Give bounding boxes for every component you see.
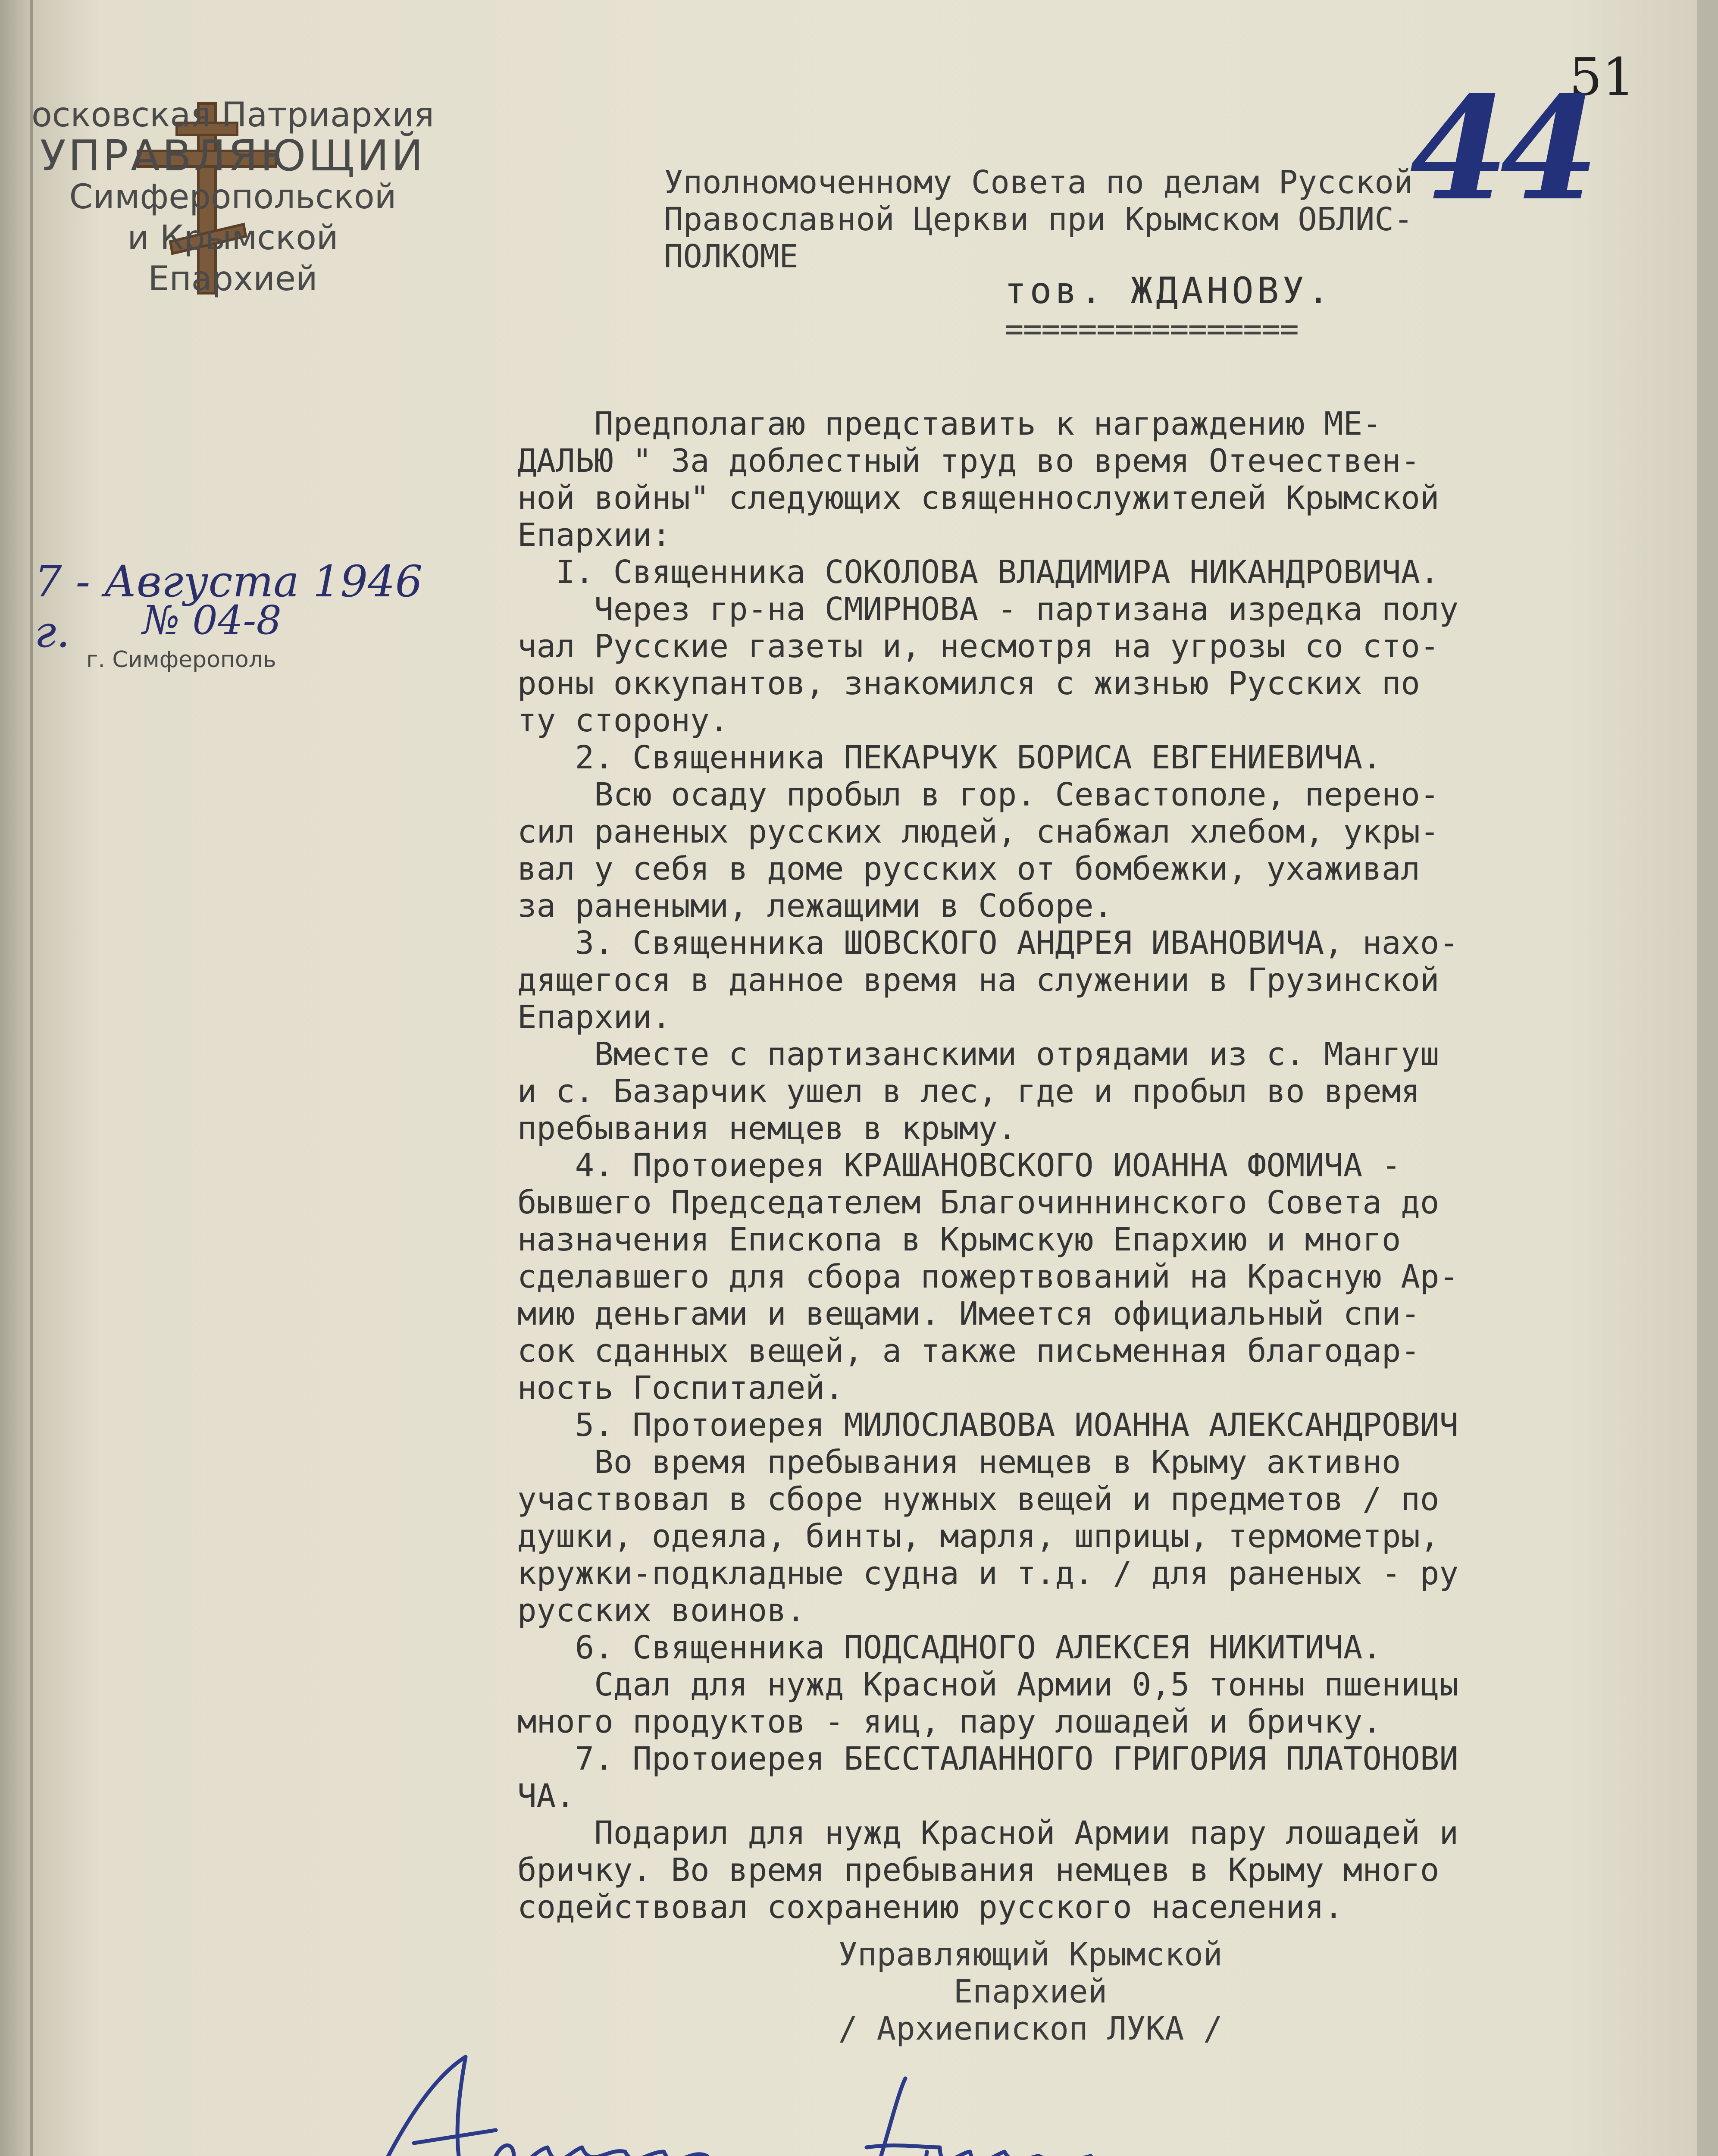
body-line: 5. Протоиерея МИЛОСЛАВОВА ИОАННА АЛЕКСАНДРОВИЧ xyxy=(517,1407,1459,1444)
stamp-line-5: Епархией xyxy=(148,260,318,298)
body-line: Всю осаду пробыл в гор. Севастополе, перено- xyxy=(517,776,1439,813)
body-line: сок сданных вещей, а также письменная благодар- xyxy=(517,1332,1420,1369)
stamp-city: г. Симферополь xyxy=(86,647,276,673)
body-line: бывшего Председателем Благочиннинского Совета до xyxy=(517,1184,1439,1221)
body-line: Предполагаю представить к награждению МЕ- xyxy=(517,405,1382,442)
body-line: чал Русские газеты и, несмотря на угрозы со сто- xyxy=(517,628,1439,665)
body-line: вал у себя в доме русских от бомбежки, ухаживал xyxy=(517,850,1420,887)
church-stamp xyxy=(17,95,448,300)
page-number: 51 xyxy=(1569,47,1635,107)
body-line: Епархии. xyxy=(517,999,671,1036)
body-line: назначения Епископа в Крымскую Епархию и много xyxy=(517,1221,1401,1258)
body-line: сделавшего для сбора пожертвований на Красную Ар- xyxy=(517,1258,1459,1295)
body-line: ЧА. xyxy=(517,1777,575,1814)
body-line: Во время пребывания немцев в Крыму активно xyxy=(517,1444,1401,1481)
body-line: Сдал для нужд Красной Армии 0,5 тонны пшеницы xyxy=(517,1666,1459,1703)
body-line: мию деньгами и вещами. Имеется официальный спи- xyxy=(517,1295,1420,1332)
binding-edge xyxy=(0,0,30,2156)
body-line: 7. Протоиерея БЕССТАЛАННОГО ГРИГОРИЯ ПЛАТОНОВИ xyxy=(517,1740,1459,1777)
signature-block xyxy=(729,1936,1332,2047)
stamp-line-2: УПРАВЛЯЮЩИЙ xyxy=(40,132,426,181)
addressee-line-2: Православной Церкви при Крымском ОБЛИС- xyxy=(664,201,1413,238)
letter-body xyxy=(517,405,1630,1926)
stamp-number: № 04-8 xyxy=(142,597,282,643)
body-line: русских воинов. xyxy=(517,1592,806,1629)
body-line: I. Священника СОКОЛОВА ВЛАДИМИРА НИКАНДРОВИЧА. xyxy=(517,554,1439,591)
body-line: дящегося в данное время на служении в Грузинской xyxy=(517,962,1439,999)
body-line: бричку. Во время пребывания немцев в Крыму много xyxy=(517,1852,1439,1889)
stamp-line-1: осковская Патриархия xyxy=(31,96,435,135)
stamp-date: 7 - Августа 1946 г. xyxy=(34,556,423,657)
body-line: много продуктов - яиц, пару лошадей и бричку. xyxy=(517,1703,1382,1740)
body-line: ту сторону. xyxy=(517,702,729,739)
body-line: 2. Священника ПЕКАРЧУК БОРИСА ЕВГЕНИЕВИЧА. xyxy=(517,739,1382,776)
body-line: Епархии: xyxy=(517,517,671,554)
signature-line-1: Управляющий Крымской xyxy=(838,1936,1223,1973)
signature-line-2: Епархией xyxy=(953,1973,1108,2010)
body-line: ность Госпиталей. xyxy=(517,1369,844,1407)
handwritten-signature xyxy=(366,2044,1099,2156)
addressee-name: тов. ЖДАНОВУ. xyxy=(1005,270,1333,312)
body-line: за ранеными, лежащими в Соборе. xyxy=(517,887,1113,924)
body-line: сил раненых русских людей, снабжал хлебом, укры- xyxy=(517,813,1439,850)
body-line: участвовал в сборе нужных вещей и предметов / по xyxy=(517,1481,1439,1518)
handwritten-mark: 44 xyxy=(1410,65,1591,232)
addressee-line-1: Уполномоченному Совета по делам Русской xyxy=(664,164,1413,201)
body-line: Через гр-на СМИРНОВА - партизана изредка полу xyxy=(517,591,1459,628)
body-line: душки, одеяла, бинты, марля, шприцы, термометры, xyxy=(517,1518,1439,1555)
addressee-block xyxy=(664,164,1634,275)
body-line: 3. Священника ШОВСКОГО АНДРЕЯ ИВАНОВИЧА, нахо- xyxy=(517,924,1459,962)
body-line: 4. Протоиерея КРАШАНОВСКОГО ИОАННА ФОМИЧА - xyxy=(517,1147,1401,1184)
body-line: содействовал сохранению русского населения. xyxy=(517,1889,1343,1926)
body-line: Подарил для нужд Красной Армии пару лошадей и xyxy=(517,1814,1459,1852)
body-line: Вместе с партизанскими отрядами из с. Мангуш xyxy=(517,1036,1439,1073)
body-line: кружки-подкладные судна и т.д. / для раненых - ру xyxy=(517,1555,1459,1592)
addressee-underline: ================ xyxy=(1005,310,1298,348)
body-line: 6. Священника ПОДСАДНОГО АЛЕКСЕЯ НИКИТИЧА. xyxy=(517,1629,1382,1666)
body-line: ной войны" следующих священнослужителей Крымской xyxy=(517,479,1439,517)
stamp-line-3: Симферопольской xyxy=(69,178,397,216)
body-line: пребывания немцев в крыму. xyxy=(517,1110,1017,1147)
stamp-line-4: и Крымской xyxy=(127,219,338,257)
body-line: и с. Базарчик ушел в лес, где и пробыл во время xyxy=(517,1073,1420,1110)
body-line: ДАЛЬЮ " За доблестный труд во время Отечествен- xyxy=(517,442,1420,479)
body-line: роны оккупантов, знакомился с жизнью Русских по xyxy=(517,665,1420,702)
addressee-line-3: ПОЛКОМЕ xyxy=(664,238,798,275)
signature-line-3: / Архиепископ ЛУКА / xyxy=(838,2010,1223,2047)
